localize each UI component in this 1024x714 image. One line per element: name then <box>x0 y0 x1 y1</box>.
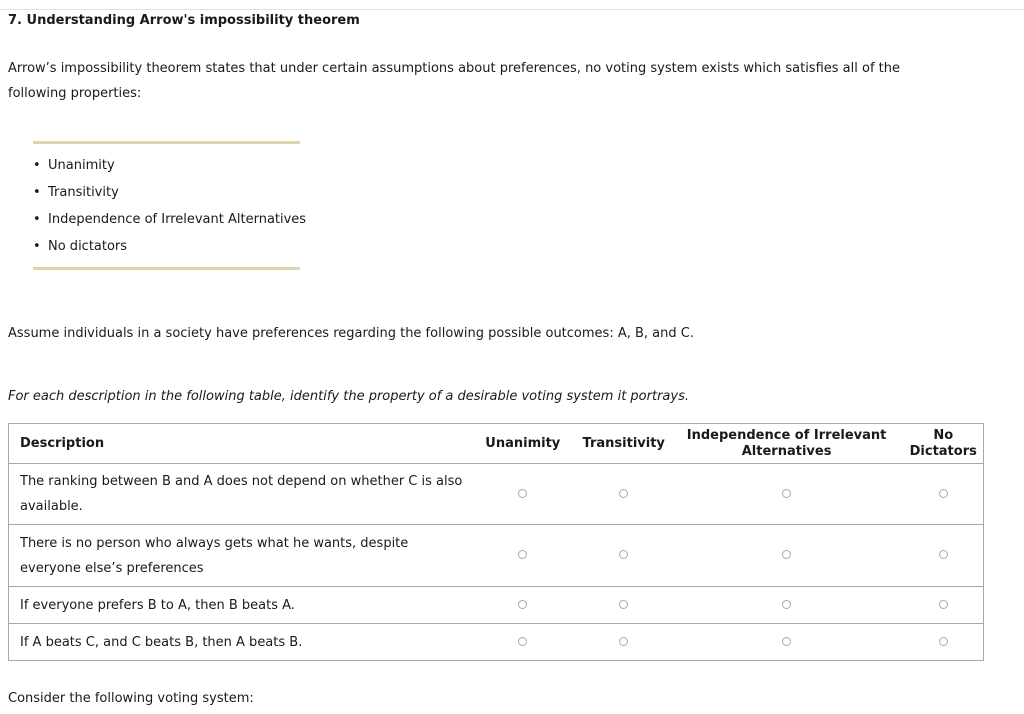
cell-transitivity <box>578 624 670 661</box>
property-item <box>33 156 306 183</box>
radio-no-dictators[interactable] <box>939 637 948 646</box>
radio-no-dictators[interactable] <box>939 489 948 498</box>
property-label: No dictators <box>48 239 128 254</box>
property-item <box>33 210 306 237</box>
assumption-text: Assume individuals in a society have preferences regarding the following possible outcomes: A, B, and C. <box>8 326 694 341</box>
radio-unanimity[interactable] <box>518 489 527 498</box>
header-description: Description <box>20 435 105 451</box>
header-no-dictators-line1: No <box>933 427 954 443</box>
radio-unanimity[interactable] <box>518 637 527 646</box>
table-row <box>9 464 984 525</box>
radio-independence[interactable] <box>782 489 791 498</box>
radio-unanimity[interactable] <box>518 600 527 609</box>
cell-no-dictators <box>903 525 983 587</box>
property-item <box>33 237 306 264</box>
radio-transitivity[interactable] <box>619 637 628 646</box>
cell-transitivity <box>578 464 670 525</box>
table-row <box>9 525 984 587</box>
cell-independence <box>670 464 904 525</box>
radio-independence[interactable] <box>782 600 791 609</box>
radio-transitivity[interactable] <box>619 600 628 609</box>
radio-unanimity[interactable] <box>518 550 527 559</box>
header-independence-line2: Alternatives <box>741 443 832 459</box>
cell-no-dictators <box>903 464 983 525</box>
bullet-icon: • <box>33 212 41 227</box>
footer-text: Consider the following voting system: <box>8 691 254 706</box>
property-label: Independence of Irrelevant Alternatives <box>48 212 307 227</box>
table-row <box>9 587 984 624</box>
table-header-row <box>9 424 984 464</box>
property-table <box>8 423 984 661</box>
row-description: If A beats C, and C beats B, then A beats B. <box>20 634 303 650</box>
row-description: The ranking between B and A does not depend on whether C is also available. <box>20 474 463 514</box>
bullet-icon: • <box>33 158 41 173</box>
row-description: If everyone prefers B to A, then B beats A. <box>20 597 295 613</box>
cell-unanimity <box>468 587 578 624</box>
radio-independence[interactable] <box>782 550 791 559</box>
header-no-dictators <box>903 424 983 464</box>
header-unanimity: Unanimity <box>485 435 561 451</box>
properties-list <box>33 156 306 264</box>
cell-unanimity <box>468 464 578 525</box>
radio-transitivity[interactable] <box>619 550 628 559</box>
cell-transitivity <box>578 587 670 624</box>
header-independence-line1: Independence of Irrelevant <box>686 427 887 443</box>
properties-box <box>33 141 307 270</box>
radio-transitivity[interactable] <box>619 489 628 498</box>
property-label: Unanimity <box>48 158 115 173</box>
cell-transitivity <box>578 525 670 587</box>
property-item <box>33 183 306 210</box>
row-description: There is no person who always gets what he wants, despite everyone else’s preferences <box>20 535 409 576</box>
question-title: 7. Understanding Arrow's impossibility theorem <box>8 13 360 28</box>
property-label: Transitivity <box>48 185 119 200</box>
cell-independence <box>670 525 904 587</box>
radio-no-dictators[interactable] <box>939 550 948 559</box>
bullet-icon: • <box>33 239 41 254</box>
cell-unanimity <box>468 624 578 661</box>
radio-no-dictators[interactable] <box>939 600 948 609</box>
header-independence <box>670 424 904 464</box>
cell-unanimity <box>468 525 578 587</box>
instruction-text: For each description in the following table, identify the property of a desirable voting system it portrays. <box>8 389 689 404</box>
radio-independence[interactable] <box>782 637 791 646</box>
intro-text: Arrow’s impossibility theorem states that under certain assumptions about preferences, no voting system exists which satisfies all of the following properties: <box>8 61 900 101</box>
cell-independence <box>670 624 904 661</box>
header-no-dictators-line2: Dictators <box>909 443 977 459</box>
header-transitivity: Transitivity <box>582 435 665 451</box>
top-divider <box>0 9 1024 10</box>
cell-no-dictators <box>903 587 983 624</box>
cell-independence <box>670 587 904 624</box>
cell-no-dictators <box>903 624 983 661</box>
table-row <box>9 624 984 661</box>
bullet-icon: • <box>33 185 41 200</box>
